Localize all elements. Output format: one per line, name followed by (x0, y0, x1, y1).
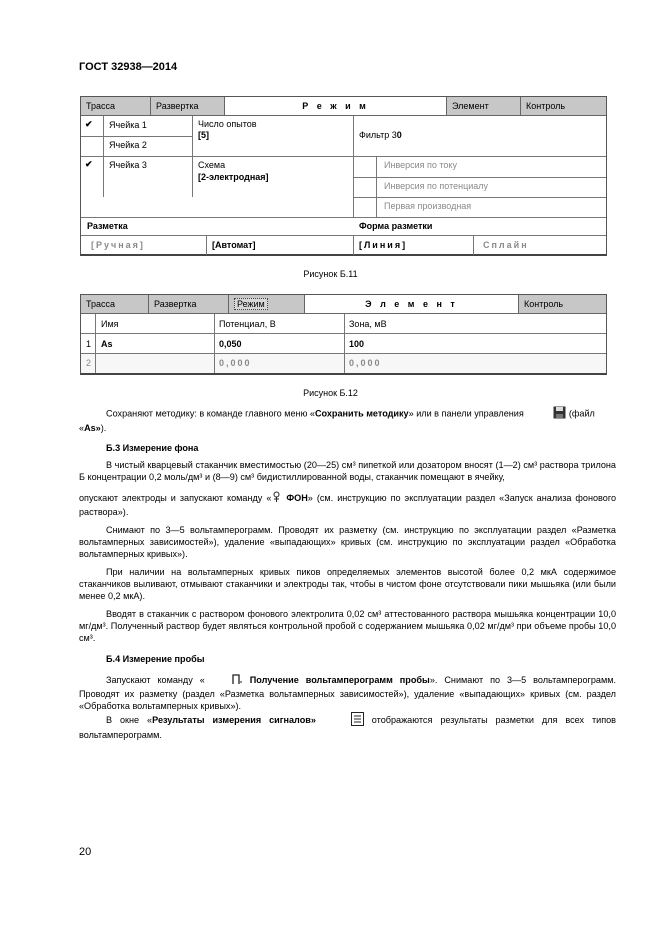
tab-sweep[interactable]: Развертка (149, 295, 229, 313)
results-window-label: Результаты измерения сигналов» (152, 714, 316, 725)
sample-voltammogram-icon[interactable] (205, 673, 243, 688)
background-command-icon[interactable] (271, 491, 282, 506)
column-name: Имя (101, 319, 119, 329)
tab-element[interactable]: Э л е м е н т (305, 295, 519, 313)
tab-mode[interactable] (229, 295, 305, 313)
background-command: ФОН (286, 492, 308, 503)
tab-element[interactable]: Элемент (447, 97, 521, 115)
row-number: 2 (86, 358, 92, 368)
potential-cell[interactable]: 0,000 (219, 358, 252, 368)
results-list-icon[interactable] (324, 712, 364, 729)
potential-cell[interactable]: 0,050 (219, 339, 242, 349)
markup-auto-option[interactable]: [Автомат] (212, 240, 256, 250)
filter-number: 0 (396, 130, 402, 140)
cell3-label[interactable]: Ячейка 3 (109, 160, 147, 170)
option-potential-inversion[interactable]: Инверсия по потенциалу (384, 181, 489, 191)
markup-manual-option[interactable]: [Ручная] (91, 240, 145, 250)
scheme-value[interactable]: [2-электродная] (198, 172, 269, 182)
filter-setting[interactable] (359, 130, 402, 140)
paragraph-results-window: В окне «Результаты измерения сигналов» отображаются результаты разметки для всех типов вольтамперограмм. (79, 712, 616, 741)
cell1-label[interactable]: Ячейка 1 (109, 120, 147, 130)
column-potential: Потенциал, В (219, 319, 276, 329)
cell3-checkbox[interactable]: ✔ (85, 159, 93, 169)
zone-cell[interactable]: 100 (349, 339, 365, 349)
element-name-cell[interactable]: As (101, 339, 113, 349)
tab-mode[interactable]: Р е ж и м (225, 97, 447, 115)
section-heading-b4: Б.4 Измерение пробы (106, 654, 205, 664)
tab-trace[interactable]: Трасса (81, 295, 149, 313)
num-trials-value[interactable]: [5] (198, 130, 209, 140)
paragraph-background-2: опускают электроды и запускают команду « ФОН» (см. инструкцию по эксплуатации раздел «Запуск анализа фонового раствора»). (79, 492, 616, 517)
paragraph-sample-1: Запускают команду « Получение вольтамперограмм пробы». Снимают по 3—5 вольтамперограмм. Проводят их разметку (раздел «Разметка вольтамперных зависимостей»), удаление «выпадающих» кривых (см. раздел «Обработка вольтамперных кривых»). (79, 674, 617, 711)
section-heading-b3: Б.3 Измерение фона (106, 443, 199, 453)
cell2-label[interactable]: Ячейка 2 (109, 140, 147, 150)
tab-control[interactable]: Контроль (526, 101, 566, 111)
tab-mode-label: Режим (234, 298, 268, 310)
column-zone: Зона, мВ (349, 319, 387, 329)
tab-control[interactable]: Контроль (524, 299, 564, 309)
option-first-derivative[interactable]: Первая производная (384, 201, 472, 211)
form-spline-option[interactable]: Сплайн (483, 240, 529, 250)
paragraph-voltammograms: Снимают по 3—5 вольтамперограмм. Проводят их разметку (см. инструкцию по эксплуатации раздел «Разметка вольтамперных зависимостей»), удаление «выпадающих» кривых (см. инструкцию по эксплуатации раздел «Обработка вольтамперных кривых»). (79, 525, 616, 559)
paragraph-save-method: Сохраняют методику: в команде главного меню «Сохранить методику» или в панели управления (файл «As»). (79, 406, 616, 434)
document-header: ГОСТ 32938—2014 (79, 61, 178, 73)
cell1-checkbox[interactable]: ✔ (85, 119, 93, 129)
figure-caption-b12: Рисунок Б.12 (303, 388, 358, 398)
form-line-option[interactable]: [Линия] (359, 240, 408, 250)
save-floppy-icon[interactable] (526, 406, 566, 422)
filter-label: Фильтр 3 (359, 130, 397, 140)
save-method-command: Сохранить методику (314, 408, 409, 419)
zone-cell[interactable]: 0,000 (349, 358, 382, 368)
num-trials-label: Число опытов (198, 119, 257, 129)
markup-label: Разметка (87, 221, 128, 231)
paragraph-control-sample: Вводят в стаканчик с раствором фонового электролита 0,02 см³ аттестованного раствора мышьяка концентрации 10,0 мг/дм³. Полученный раствор будет являться контрольной пробой с содержанием мышьяка 0,02 мг/дм³ при объеме пробы 10,0 см³. (79, 609, 616, 643)
scheme-label: Схема (198, 160, 226, 170)
sample-voltammogram-command: Получение вольтамперограмм пробы (249, 674, 430, 685)
paragraph-peaks: При наличии на вольтамперных кривых пиков определяемых элементов высотой более 0,2 мкА содержимое стаканчиков выливают, отмывают стаканчики и электроды так, чтобы в чистом фоне отсутствовали пики мышьяка (или были менее 0,2 мкА). (79, 567, 616, 601)
figure-caption-b11: Рисунок Б.11 (303, 269, 358, 279)
body-text (79, 405, 616, 741)
page-number: 20 (79, 846, 92, 858)
paragraph-background-1: В чистый кварцевый стаканчик вместимостью (20—25) см³ пипеткой или дозатором вносят (1—2) см³ раствора трилона Б концентрации 0,2 моль/дм³ и (8—9) см³ бидистиллированной воды, стаканчик помещают в ячейку, (79, 460, 616, 482)
tab-trace[interactable]: Трасса (81, 97, 151, 115)
row-number: 1 (86, 339, 92, 349)
markup-form-label: Форма разметки (359, 221, 433, 231)
element-settings-panel (80, 294, 607, 375)
tab-sweep[interactable]: Развертка (151, 97, 225, 115)
option-current-inversion[interactable]: Инверсия по току (384, 160, 457, 170)
mode-settings-panel (80, 96, 607, 256)
